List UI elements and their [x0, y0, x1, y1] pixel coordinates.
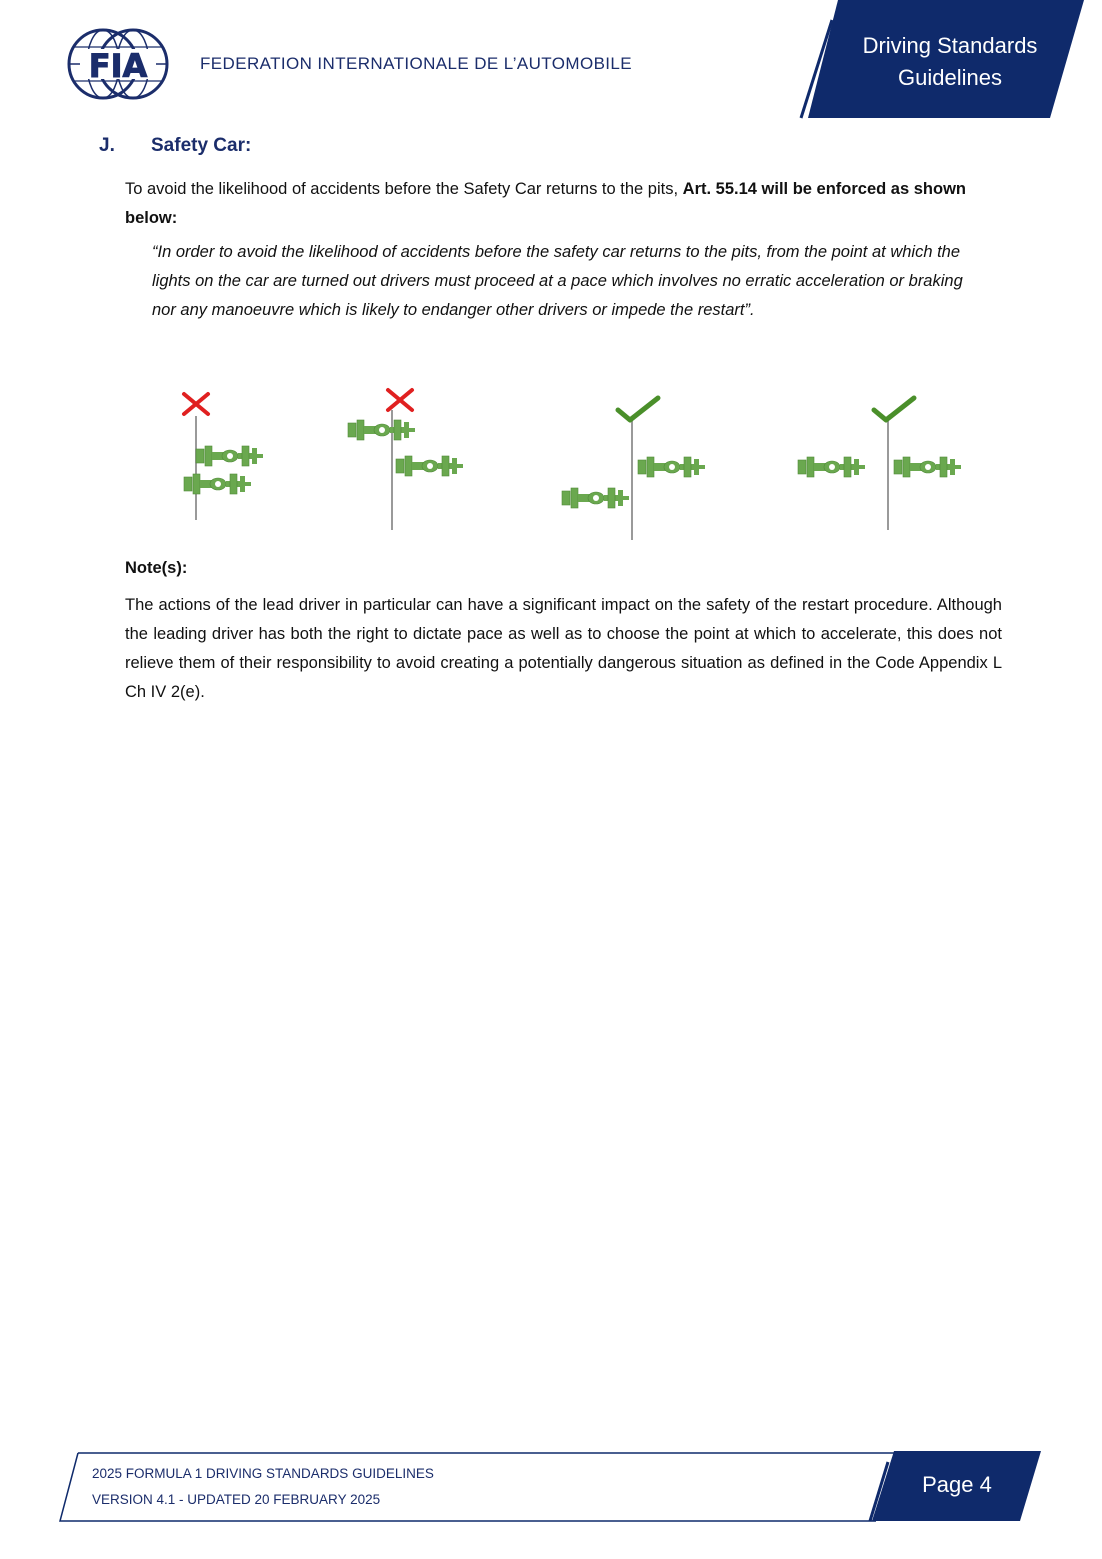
diagram-panel-3 — [562, 398, 705, 540]
car-icon — [894, 457, 961, 477]
regulation-quote: “In order to avoid the likelihood of accidents before the safety car returns to the pits, from the point at which the lights on the car are turned out drivers must proceed at a pace which involves no erratic acceleration or braking nor any manoeuvre which is likely to endanger other drivers or impede the restart”. — [152, 243, 963, 319]
fia-logo — [66, 27, 170, 101]
car-icon — [562, 488, 629, 508]
document-title — [830, 30, 1070, 94]
section-letter: J. — [99, 135, 115, 156]
page-number: Page 4 — [922, 1472, 992, 1497]
intro-text: To avoid the likelihood of accidents before the Safety Car returns to the pits, — [125, 180, 683, 198]
notes-paragraph: The actions of the lead driver in particular can have a significant impact on the safety of the restart procedure. Although the leading driver has both the right to dictate pace as well as to choose the point at which to accelerate, this does not relieve them of their responsibility to avoid creating a potentially dangerous situation as defined in the Code Appendix L Ch IV 2(e). — [125, 596, 1002, 701]
diagram-panel-4 — [798, 398, 961, 530]
check-icon — [618, 398, 658, 420]
organisation-name: FEDERATION INTERNATIONALE DE L’AUTOMOBILE — [200, 54, 633, 73]
safety-car-restart-diagram — [150, 378, 980, 548]
diagram-panel-2 — [348, 390, 463, 530]
check-icon — [874, 398, 914, 420]
cross-icon — [184, 394, 208, 414]
section-title: Safety Car: — [151, 135, 252, 156]
car-icon — [798, 457, 865, 477]
car-icon — [196, 446, 263, 466]
car-icon — [396, 456, 463, 476]
notes-heading: Note(s): — [125, 559, 188, 577]
car-icon — [348, 420, 415, 440]
intro-paragraph — [125, 175, 1005, 233]
car-icon — [638, 457, 705, 477]
cross-icon — [388, 390, 412, 410]
car-icon — [184, 474, 251, 494]
diagram-panel-1 — [184, 394, 263, 520]
intro-emphasis: Art. 55.14 will be enforced as shown below: — [125, 180, 966, 227]
document-title-line2: Guidelines — [898, 65, 1002, 90]
logo-text: FIA — [88, 47, 148, 85]
footer-version: VERSION 4.1 - UPDATED 20 FEBRUARY 2025 — [92, 1492, 381, 1507]
footer-document-name: 2025 FORMULA 1 DRIVING STANDARDS GUIDELINES — [92, 1466, 434, 1481]
document-title-line1: Driving Standards — [862, 33, 1038, 58]
